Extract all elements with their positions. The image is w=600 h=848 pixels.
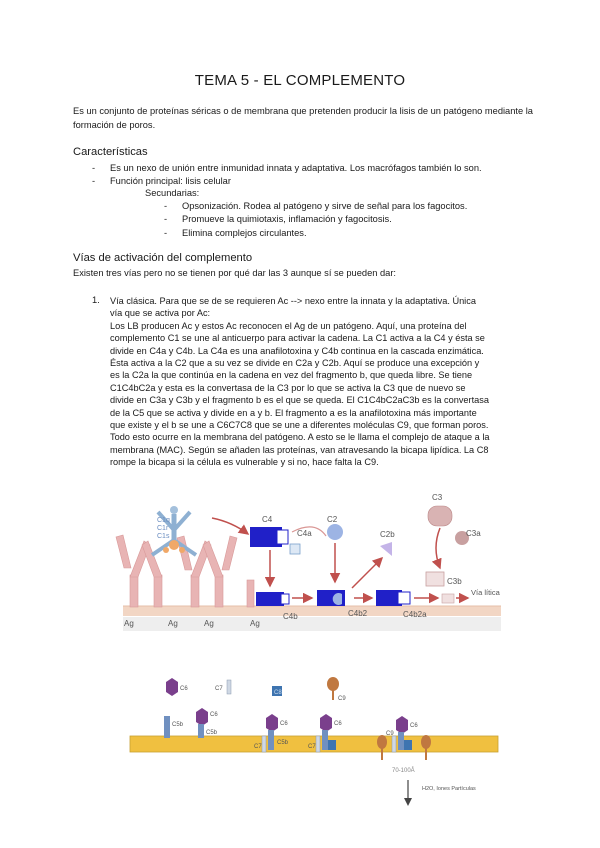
c7-protein [227, 680, 231, 694]
c4a-label: C4a [297, 529, 312, 538]
c3-label: C3 [432, 493, 443, 502]
c4-label: C4 [262, 515, 273, 524]
secondary-label: Secundarias: [145, 188, 200, 198]
c8-label: C8 [274, 690, 282, 696]
c3a-label: C3a [466, 529, 481, 538]
c6-label: C6 [334, 721, 342, 727]
intro-paragraph: Es un conjunto de proteínas séricas o de membrana que pretenden producir la lisis de un patógeno mediante la formación de poros. [73, 106, 533, 130]
c5b-label: C5b [277, 740, 289, 746]
paragraph-line: Vía clásica. Para que se de se requieren Ac --> nexo entre la innata y la adaptativa. Única [110, 296, 476, 306]
c1q-label: C1q [157, 517, 170, 524]
antigen-label: Ag [124, 619, 134, 628]
secondary-item: Promueve la quimiotaxis, inflamación y fagocitosis. [182, 214, 392, 224]
c6-label: C6 [280, 721, 288, 727]
c7-label: C7 [254, 744, 262, 750]
c5b-protein [164, 716, 170, 738]
c9-protein [327, 677, 339, 691]
pore-size-label: 70-100Å [392, 768, 415, 774]
bullet-dash: - [92, 163, 96, 173]
paragraph-line: que existe y el b se une a C6C7C8 que se une a diferentes moléculas C9, que forman poros. [110, 420, 489, 431]
paragraph-line: vía que se activa por Ac: [110, 308, 211, 319]
paragraph-line: es la C2a la que continúa en la cadena en vez del fragmento b, que queda libre. Se tiene [110, 370, 473, 381]
c9-label: C9 [386, 731, 394, 737]
secondary-item: Elimina complejos circulantes. [182, 228, 307, 238]
c6-label: C6 [180, 686, 188, 692]
antigen-label: Ag [168, 619, 178, 628]
page-title: TEMA 5 - EL COMPLEMENTO [194, 72, 406, 89]
list-number: 1. [92, 295, 100, 305]
c4b-label: C4b [283, 612, 298, 621]
paragraph-line: C1C4bC2a y esta es la convertasa de la C3 por lo que se activa la C3 que de nuevo se [110, 382, 466, 393]
c5b-label: C5b [206, 730, 218, 736]
characteristic-bullet: Es un nexo de unión entre inmunidad innata y adaptativa. Los macrófagos también lo son. [110, 163, 482, 173]
c4b2a-label: C4b2a [403, 610, 427, 619]
paragraph-line: rompe la bicapa si la célula es vulnerable y si no, hace falta la C9. [110, 457, 379, 468]
paragraph-line: divide en C3a y C3b y el fragmento b es el que se queda. El C1C4bC2aC3b es la convertasa [110, 395, 489, 406]
c2-label: C2 [327, 515, 338, 524]
pathways-intro: Existen tres vías pero no se tienen por qué dar las 3 aunque sí se pueden dar: [73, 268, 397, 278]
paragraph-line: Los LB producen Ac y estos Ac reconocen el Ag de un patógeno. Aquí, una proteína del [110, 320, 467, 331]
paragraph-line: membrana (MAC). Según se añaden las proteínas, van atravesando la bicapa lipídica. La C8 [110, 444, 489, 455]
c4b2-label: C4b2 [348, 609, 368, 618]
paragraph-line: divide en C4a y C4b. La C4a es una anafilotoxina y C4b continua en la cascada enzimática. [110, 345, 484, 356]
paragraph-line: complemento C1 se une al anticuerpo para activar la cadena. La C1 activa a la C4 y ésta se [110, 333, 485, 344]
c3b-label: C3b [447, 577, 462, 586]
bullet-dash: - [164, 201, 168, 211]
c6-label: C6 [410, 723, 418, 729]
characteristics-heading: Características [73, 146, 148, 158]
c1r-label: C1r [157, 525, 169, 532]
antigen-label: Ag [204, 619, 214, 628]
paragraph-line: de la C5 que se activa y divide en a y b. El fragmento a es la anafilotoxina más importante [110, 407, 477, 418]
bullet-dash: - [164, 214, 168, 224]
outflow-label: H2O, Iones Partículas [422, 786, 476, 792]
c1s-label: C1s [157, 533, 170, 540]
c6-label: C6 [210, 712, 218, 718]
lytic-pathway-label: Vía lítica [471, 588, 500, 597]
c6-protein [166, 678, 178, 696]
c9-label: C9 [338, 696, 346, 702]
bullet-dash: - [164, 228, 168, 238]
secondary-item: Opsonización. Rodea al patógeno y sirve de señal para los fagocitos. [182, 201, 468, 211]
paragraph-line: Ésta activa a la C2 que a su vez se divide en C2a y C2b. Aquí se produce una excepción y [110, 358, 480, 369]
antigen-label: Ag [250, 619, 260, 628]
c2b-label: C2b [380, 530, 395, 539]
c7-label: C7 [308, 744, 316, 750]
pathways-heading: Vías de activación del complemento [73, 252, 253, 264]
c7-label: C7 [215, 686, 223, 692]
bullet-dash: - [92, 176, 96, 186]
c5b-label: C5b [172, 722, 184, 728]
characteristic-bullet: Función principal: lisis celular [110, 176, 231, 186]
paragraph-line: Todo esto ocurre en la membrana del patógeno. A esto se le llama el complejo de ataque a la [110, 432, 490, 443]
